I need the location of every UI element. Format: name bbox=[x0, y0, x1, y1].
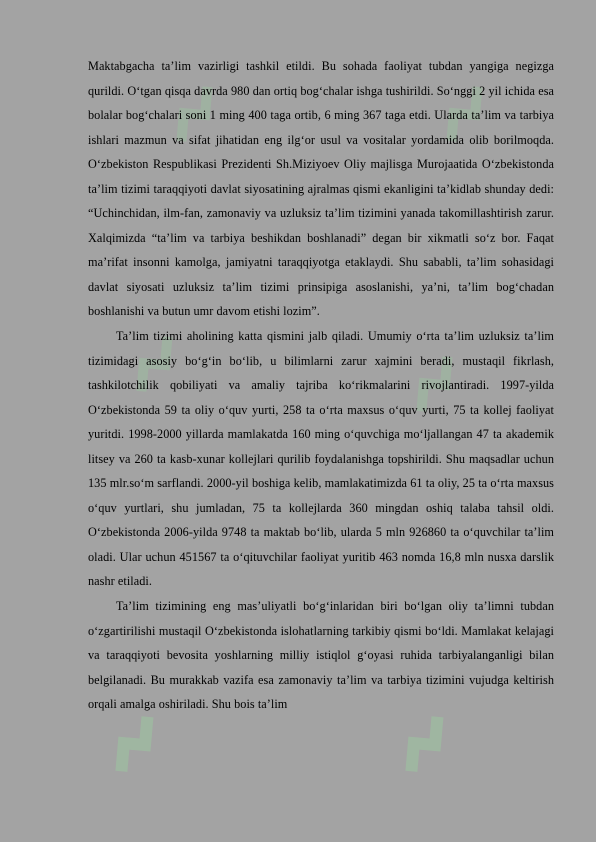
paragraph: Maktabgacha ta’lim vazirligi tashkil etildi. Bu sohada faoliyat tubdan yangiga negizga qurildi. O‘tgan qisqa davrda 980 dan ortiq bog‘chalar ishga tushirildi. So‘nggi 2 yil ichida esa bolalar bog‘chalari soni 1 ming 400 taga ortib, 6 ming 367 taga etdi. Ularda ta’lim va tarbiya ishlari mazmun va sifat jihatidan eng ilg‘or usul va vositalar yordamida olib borilmoqda. O‘zbekiston Respublikasi Prezidenti Sh.Miziyoev Oliy majlisga Murojaatida O‘zbekistonda ta’lim tizimi taraqqiyoti davlat siyosatining ajralmas qismi ekanligini ta’kidlab shunday dedi: “Uchinchidan, ilm-fan, zamonaviy va uzluksiz ta’lim tizimini yanada takomillashtirish zarur. Xalqimizda “ta’lim va tarbiya beshikdan boshlanadi” degan bir xikmatli so‘z bor. Faqat ma’rifat insonni kamolga, jamiyatni taraqqiyotga etaklaydi. Shu sababli, ta’lim sohasidagi davlat siyosati uzluksiz ta’lim tizimi prinsipiga asoslanishi, ya’ni, ta’lim bog‘chadan boshlanishi va butun umr davom etishi lozim”. bbox=[88, 59, 554, 319]
body-text bbox=[88, 54, 554, 717]
paragraph: Ta’lim tizimining eng mas’uliyatli bo‘g‘inlaridan biri bo‘lgan oliy ta’limni tubdan o‘zgartirilishi mustaqil O‘zbekistonda islohatlarning tarkibiy qismi bo‘ldi. Mamlakat kelajagi va taraqqiyoti bevosita yoshlarning milliy istiqlol g‘oyasi ruhida tarbiyalanganligi bilan belgilanadi. Bu murakkab vazifa esa zamonaviy ta’lim va tarbiya tizimini vujudga keltirish orqali amalga oshiriladi. Shu bois ta’lim bbox=[88, 599, 554, 712]
paragraph: Ta’lim tizimi aholining katta qismini jalb qiladi. Umumiy o‘rta ta’lim uzluksiz ta’lim tizimidagi asosiy bo‘g‘in bo‘lib, u bilimlarni zarur xajmini beradi, mustaqil fikrlash, tashkilotchilik qobiliyati va amaliy tajriba ko‘rikmalarini rivojlantiradi. 1997-yilda O‘zbekistonda 59 ta oliy o‘quv yurti, 258 ta o‘rta maxsus o‘quv yurti, 75 ta kollej faoliyat yuritdi. 1998-2000 yillarda mamlakatda 160 ming o‘quvchiga mo‘ljallangan 47 ta akademik litsey va 260 ta kasb-xunar kollejlari qurilib foydalanishga topshirildi. Shu maqsadlar uchun 135 mlr.so‘m sarflandi. 2000-yil boshiga kelib, mamlakatimizda 61 ta oliy, 25 ta o‘rta maxsus o‘quv yurtlari, shu jumladan, 75 ta kollejlarda 360 mingdan oshiq talaba tahsil oldi. O‘zbekistonda 2006-yilda 9748 ta maktab bo‘lib, ularda 5 mln 926860 ta o‘quvchilar ta’lim oladi. Ular uchun 451567 ta o‘qituvchilar faoliyat yuritib 463 nomda 16,8 mln nusxa darslik nashr etiladi. bbox=[88, 329, 554, 589]
